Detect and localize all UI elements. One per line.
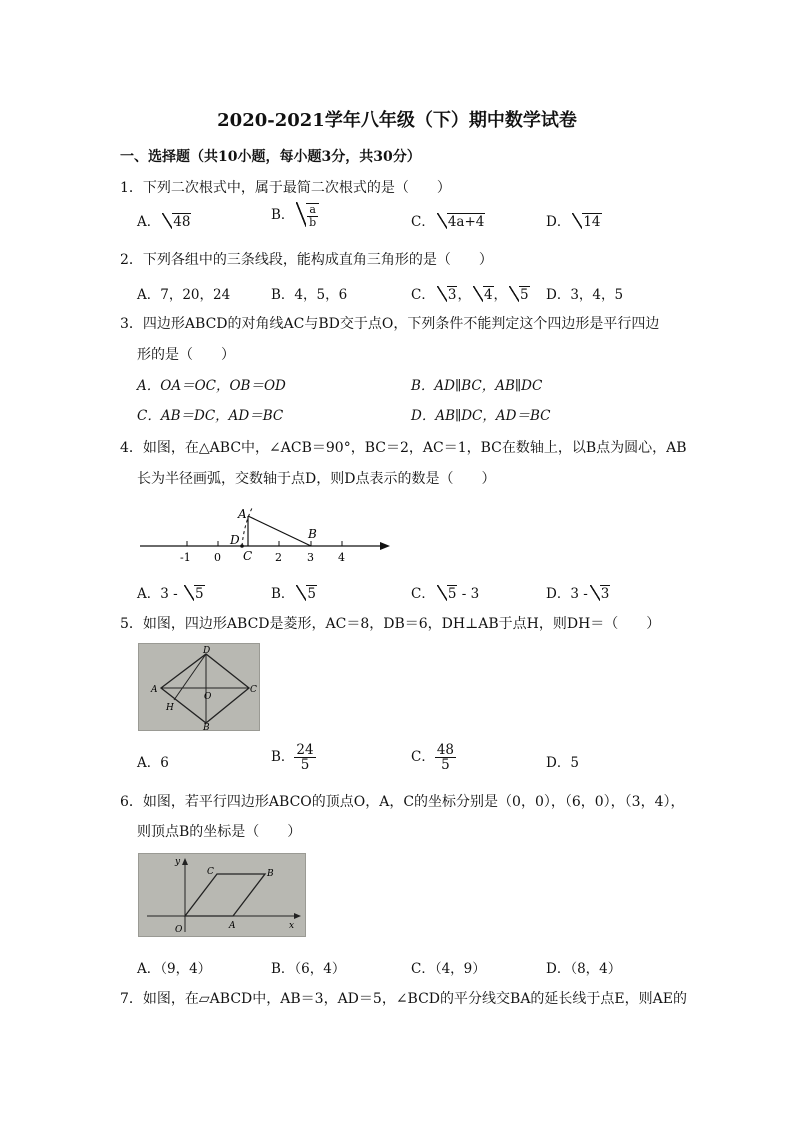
q2-option-d: D．3，4，5 (546, 287, 624, 303)
fig5-label-c: C (250, 685, 257, 695)
question-6-line2: 则顶点B的坐标是（ ） (137, 824, 302, 840)
question-2: 2．下列各组中的三条线段，能构成直角三角形的是（ ） (120, 252, 493, 268)
q1-option-a: A． 48 (137, 214, 191, 230)
q1-option-d: D． 14 (546, 214, 601, 230)
question-4-line1: 4．如图，在△ABC中，∠ACB＝90°，BC＝2，AC＝1，BC在数轴上，以B点为圆心，AB (120, 440, 687, 456)
question-4-line2: 长为半径画弧，交数轴于点D，则D点表示的数是（ ） (137, 471, 496, 487)
tick-label: 3 (307, 551, 314, 564)
fig5-label-o: O (204, 692, 212, 702)
q4-option-b: B． 5 (271, 586, 317, 602)
q1-option-b: B． $\frac{a}{b}$ (271, 203, 319, 228)
page-title: 2020-2021学年八年级（下）期中数学试卷 (217, 110, 577, 131)
q2-option-b: B．4，5，6 (271, 287, 348, 303)
question-6-line1: 6．如图，若平行四边形ABCO的顶点O，A，C的坐标分别是（0，0），（6，0），（3，4）， (120, 794, 685, 810)
q5-option-b: B． $\frac{24}{5}$ (271, 742, 314, 774)
question-5: 5．如图，四边形ABCD是菱形，AC＝8，DB＝6，DH⊥AB于点H，则DH＝（ ） (120, 616, 661, 632)
fig6-label-c: C (207, 867, 214, 877)
q4-option-a: A．3 - 5 (137, 586, 204, 602)
fig5-label-d: D (203, 646, 211, 656)
fig5-label-b: B (203, 723, 210, 731)
fig4-label-d: D (230, 533, 240, 547)
fig6-label-y: y (175, 857, 181, 867)
tick-label: 2 (275, 551, 282, 564)
fig4-label-c: C (243, 549, 253, 563)
q5-option-a: A．6 (137, 755, 169, 771)
fig4-label-b: B (308, 527, 317, 541)
fig6-label-b: B (267, 869, 274, 879)
fig4-label-a: A (238, 507, 247, 521)
coordinate-parallelogram-figure (138, 853, 306, 937)
number-line-figure (138, 500, 398, 572)
q2-option-c: C． 3， 4， 5 (411, 287, 529, 303)
q6-option-c: C．（4，9） (411, 961, 486, 977)
tick-label: 0 (214, 551, 221, 564)
fig5-label-h: H (166, 703, 174, 713)
tick-label: 4 (338, 551, 345, 564)
q3-option-d: D．AB∥DC，AD＝BC (411, 408, 551, 424)
q6-option-a: A．（9，4） (137, 961, 212, 977)
section-heading: 一、选择题（共10小题，每小题3分，共30分） (120, 149, 421, 165)
q4-option-d: D．3 - 3 (546, 586, 610, 602)
q3-option-b: B．AD∥BC，AB∥DC (411, 378, 543, 394)
q2-option-a: A．7，20，24 (137, 287, 231, 303)
q6-option-d: D．（8，4） (546, 961, 622, 977)
question-3-line2: 形的是（ ） (137, 347, 235, 363)
q3-option-a: A．OA＝OC，OB＝OD (137, 378, 286, 394)
q3-option-c: C．AB＝DC，AD＝BC (137, 408, 284, 424)
tick-label: -1 (180, 551, 191, 564)
fig5-label-a: A (151, 685, 158, 695)
fig6-label-x: x (289, 921, 295, 931)
question-3-line1: 3．四边形ABCD的对角线AC与BD交于点O，下列条件不能判定这个四边形是平行四边 (120, 316, 660, 332)
q1-option-c: C． 4a+4 (411, 214, 485, 230)
q5-option-c: C． $\frac{48}{5}$ (411, 742, 455, 774)
q5-option-d: D．5 (546, 755, 579, 771)
question-7: 7．如图，在▱ABCD中，AB＝3，AD＝5，∠BCD的平分线交BA的延长线于点E，则AE的 (120, 991, 687, 1007)
q4-option-c: C． 5 - 3 (411, 586, 480, 602)
fig6-label-a: A (229, 921, 236, 931)
rhombus-figure (138, 643, 260, 731)
question-1: 1．下列二次根式中，属于最简二次根式的是（ ） (120, 180, 451, 196)
q6-option-b: B．（6，4） (271, 961, 346, 977)
fig6-label-o: O (175, 925, 183, 935)
